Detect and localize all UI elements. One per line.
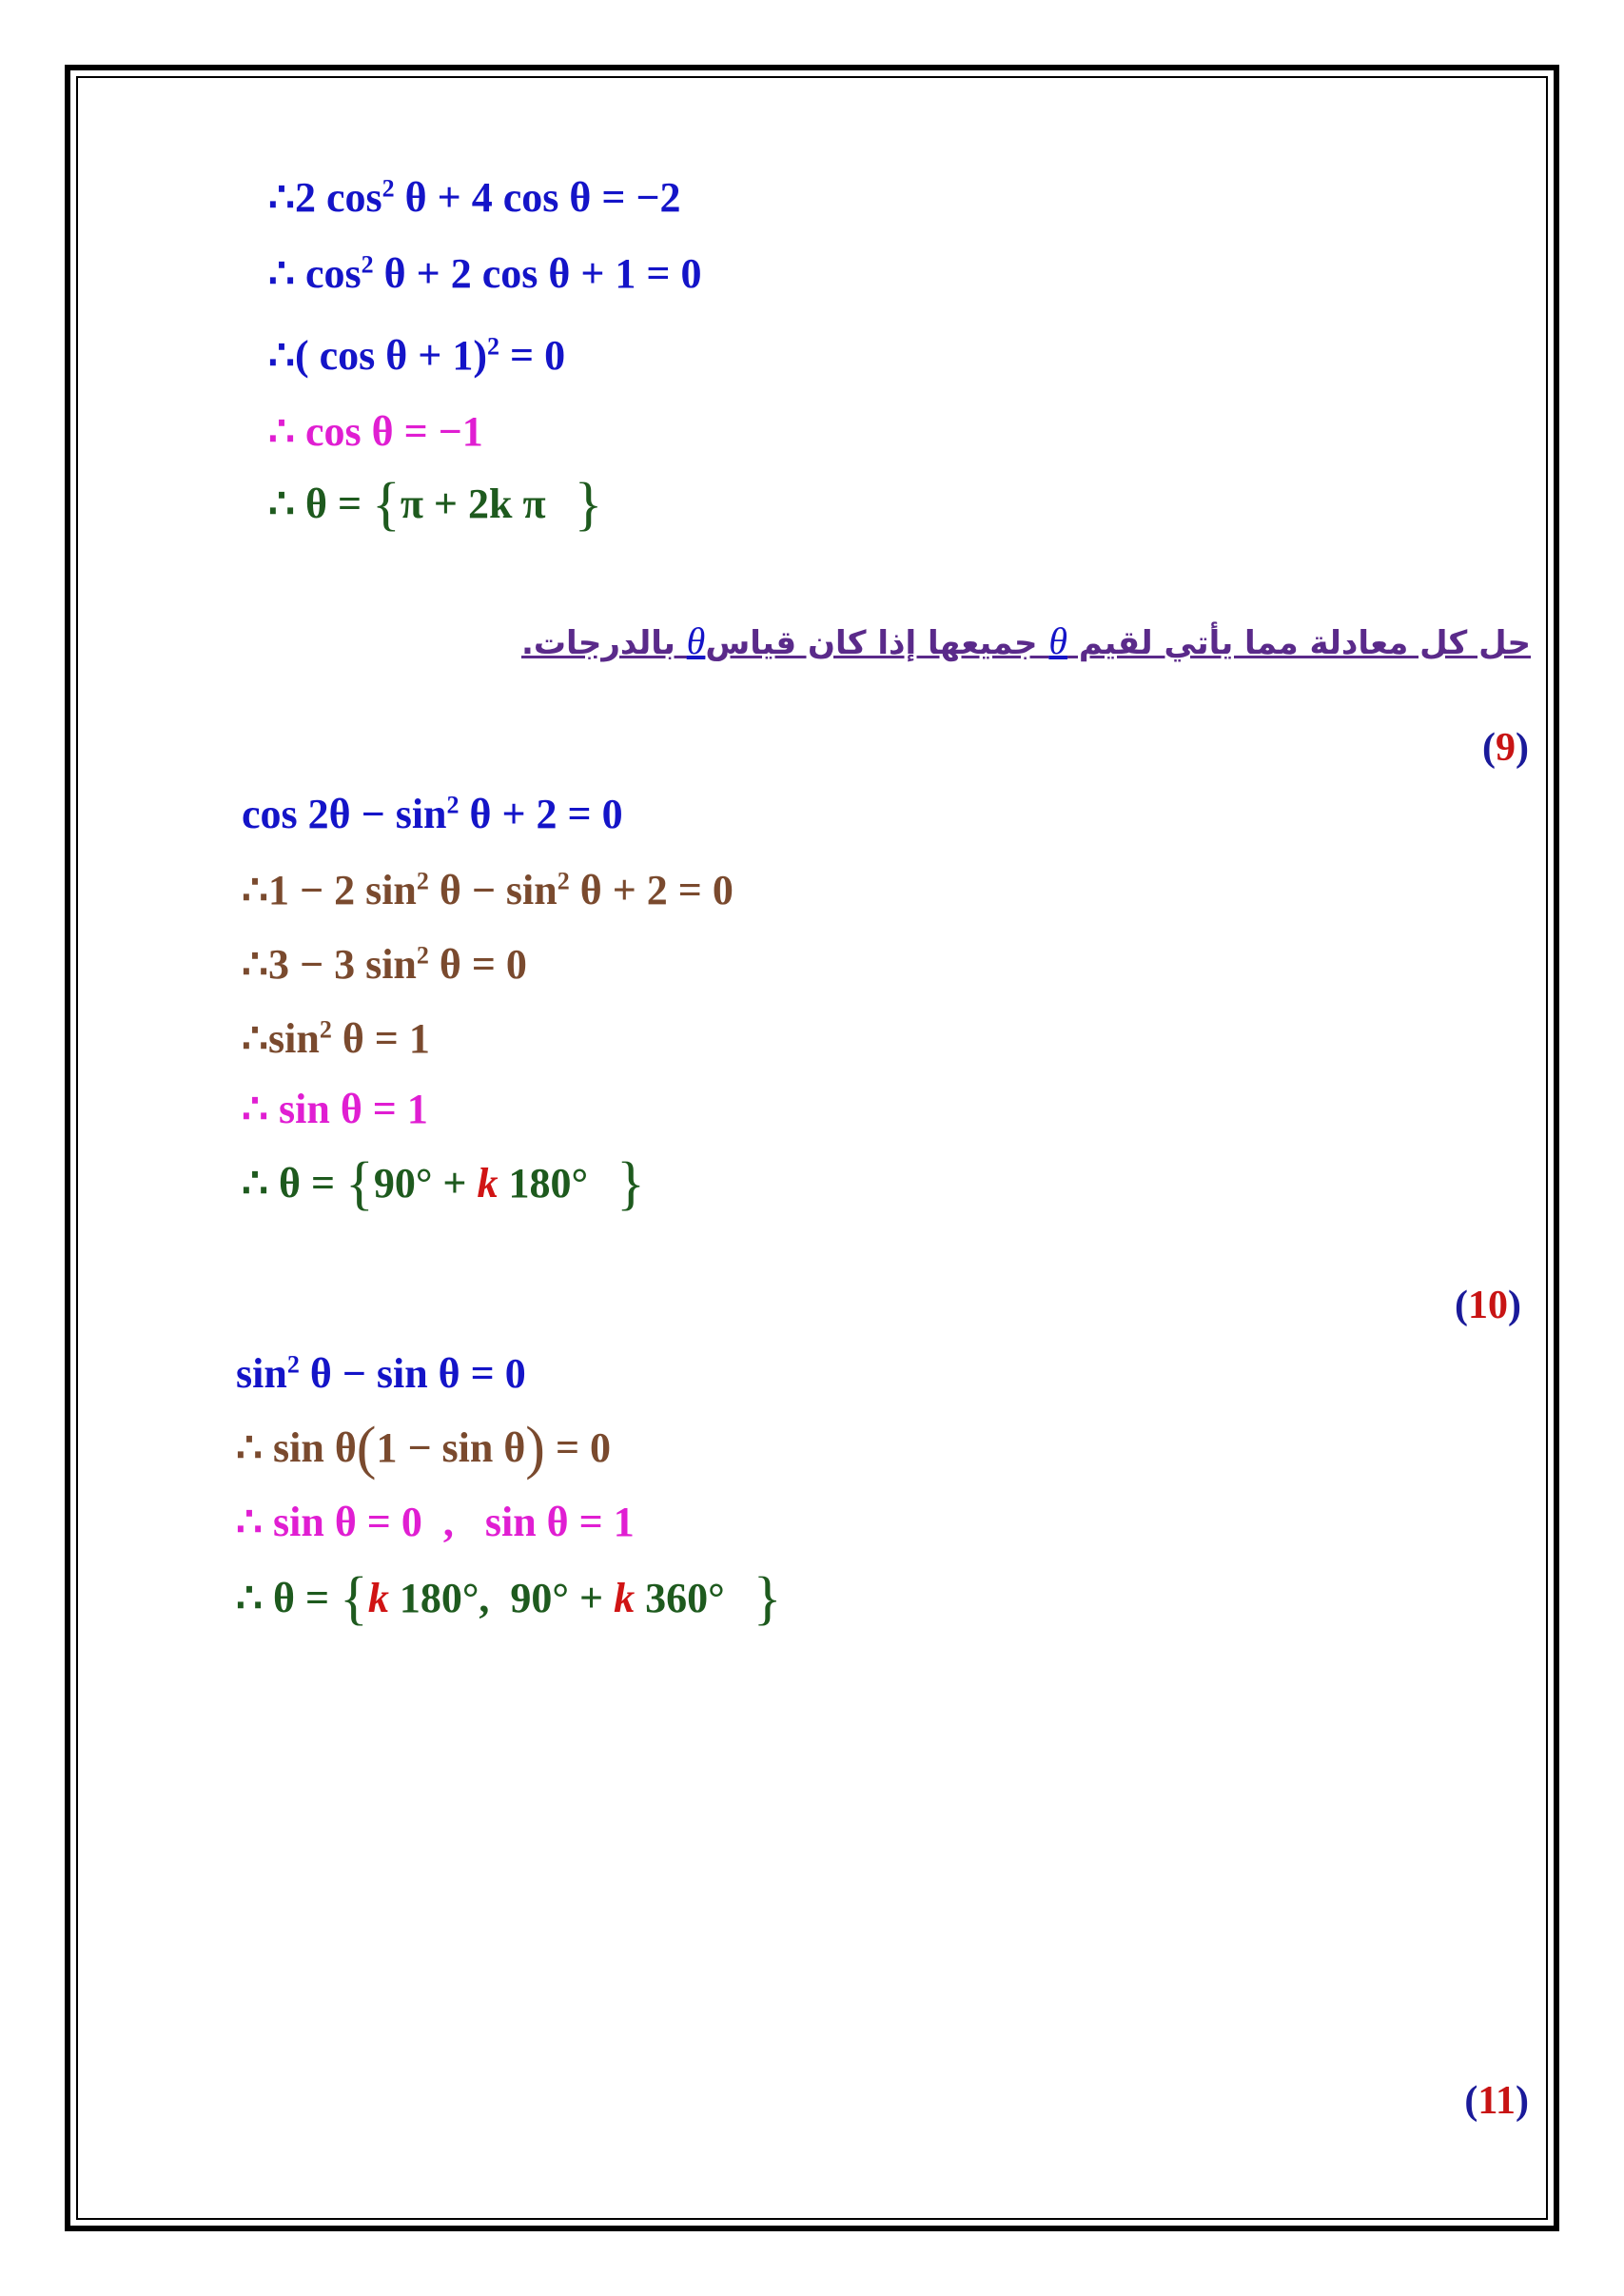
page-border-inner: [76, 76, 1548, 2220]
equation-line: ∴( cos θ + 1)$^2$ = 0: [268, 332, 566, 379]
equation-line: ∴ sin θ = 1: [242, 1086, 428, 1132]
equation-line: ∴ sin θ = 0 , sin θ = 1: [236, 1499, 635, 1545]
theta-symbol: θ: [686, 619, 706, 662]
equation-line: ∴ cos θ = −1: [268, 408, 483, 455]
solution-set-line: ∴ θ = {π + 2k π }: [268, 472, 603, 537]
solution-set-line: ∴ θ = {90° + k 180° }: [242, 1151, 645, 1216]
equation-line: ∴3 − 3 $\sin^2 \theta = 0$: [242, 941, 527, 988]
equation-line: $\cos 2\theta - \sin^2 \theta + 2 = 0$: [242, 791, 623, 837]
equation-line: ∴1 − 2 $\sin^2 \theta - \sin^2 \theta + 2 = 0$: [242, 867, 734, 913]
solution-set-line: ∴ θ = {k 180°, 90° + k 360° }: [236, 1566, 782, 1631]
problem-number-10: (10): [1455, 1284, 1521, 1327]
equation-line: $\sin^2 \theta - \sin \theta = 0$: [236, 1350, 526, 1397]
problem-number-9: (9): [1482, 726, 1529, 770]
equation-line: $\therefore\sin^2$ θ = 1: [242, 1015, 430, 1062]
equation-line: ∴ sin θ(1 − sin θ) = 0: [236, 1416, 612, 1481]
equation-line: ∴2 $\cos^2 \theta + 4$ cos θ = −2: [268, 174, 681, 221]
instruction-text: حل كل معادلة مما يأتي لقيم θ جميعها إذا كان قياسθ بالدرجات.: [520, 619, 1531, 662]
problem-number-11: (11): [1464, 2079, 1529, 2123]
equation-line: ∴ $\cos^2 \theta + 2$ cos θ + 1 = 0: [268, 250, 702, 297]
